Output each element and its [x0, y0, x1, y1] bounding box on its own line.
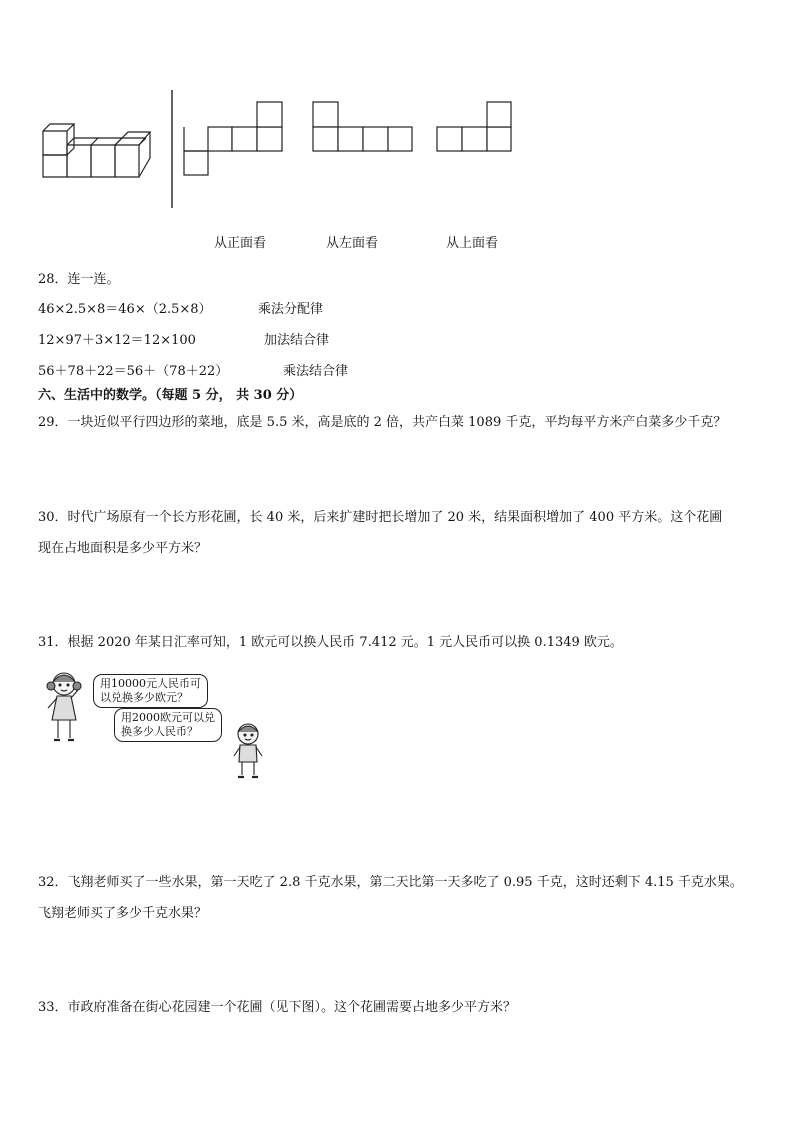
- boy-speech-line1: 用2000欧元可以兑: [121, 711, 215, 724]
- q28-law-2: 加法结合律: [264, 333, 330, 348]
- girl-speech-line1: 用10000元人民币可: [100, 677, 201, 690]
- boy-speech-bubble: [114, 708, 222, 742]
- q28-expr-2: 12×97＋3×12＝12×100: [38, 333, 196, 348]
- q28-expr-1: 46×2.5×8＝46×（2.5×8）: [38, 302, 212, 317]
- boy-speech-line2: 换多少人民币？: [121, 725, 198, 738]
- q29-text: 29．一块近似平行四边形的菜地，底是 5.5 米，高是底的 2 倍，共产白菜 1089 千克，平均每平方米产白菜多少千克？: [38, 415, 727, 430]
- section6-title: 六、生活中的数学。（每题 5 分， 共 30 分）: [38, 388, 303, 403]
- top-view-grid: [437, 102, 511, 151]
- q32-line1: 32．飞翔老师买了一些水果，第一天吃了 2.8 千克水果，第二天比第一天多吃了 0.95 千克，这时还剩下 4.15 千克水果。: [38, 875, 743, 890]
- q28-title: 28．连一连。: [38, 272, 120, 287]
- girl-speech-line2: 以兑换多少欧元？: [100, 691, 188, 704]
- q30-line1: 30．时代广场原有一个长方形花圃，长 40 米，后来扩建时把长增加了 20 米，结果面积增加了 400 平方米。这个花圃: [38, 510, 723, 525]
- left-view-label: 从左面看: [326, 236, 379, 251]
- left-view-grid: [313, 102, 412, 151]
- q31-text: 31．根据 2020 年某日汇率可知，1 欧元可以换人民币 7.412 元。1 元人民币可以换 0.1349 欧元。: [38, 635, 623, 650]
- girl-speech-bubble: [93, 674, 208, 708]
- q32-line2: 飞翔老师买了多少千克水果？: [38, 906, 208, 921]
- q28-law-3: 乘法结合律: [283, 364, 349, 379]
- girl-illustration: [42, 668, 92, 748]
- q28-law-1: 乘法分配律: [258, 302, 324, 317]
- q30-line2: 现在占地面积是多少平方米？: [38, 541, 208, 556]
- q33-text: 33．市政府准备在街心花园建一个花圃（见下图）。这个花圃需要占地多少平方米？: [38, 1000, 517, 1015]
- q28-expr-3: 56＋78＋22＝56＋（78＋22）: [38, 364, 229, 379]
- front-view-label: 从正面看: [214, 236, 267, 251]
- cube-solid-figure: [0, 0, 794, 230]
- front-view-grid: [184, 102, 282, 175]
- boy-illustration: [230, 720, 270, 780]
- top-view-label: 从上面看: [446, 236, 499, 251]
